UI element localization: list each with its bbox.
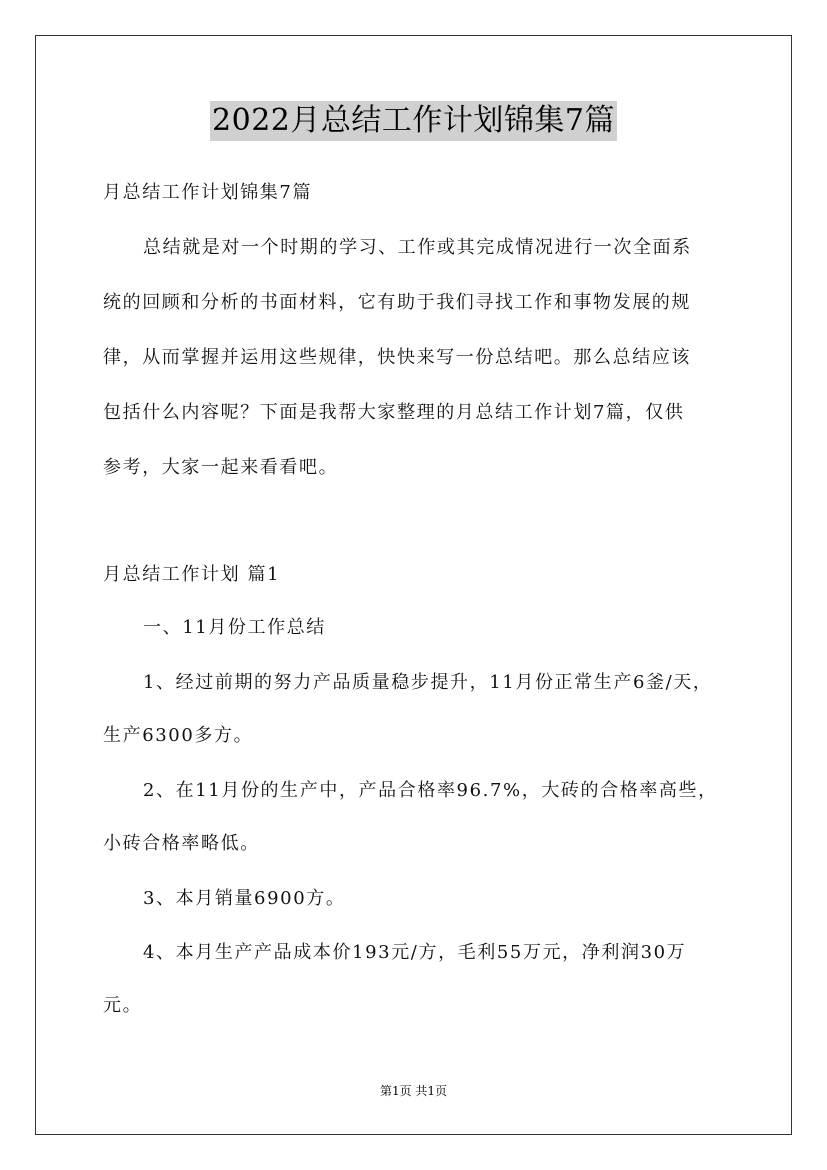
page-footer: 第1页 共1页 [379,1084,448,1098]
intro-line-1: 总结就是对一个时期的学习、工作或其完成情况进行一次全面系 [143,237,692,258]
intro-line-4: 包括什么内容呢？下面是我帮大家整理的月总结工作计划7篇，仅供 [103,402,685,423]
intro-line-5: 参考，大家一起来看看吧。 [103,457,339,478]
item-1-line-1: 1、经过前期的努力产品质量稳步提升，11月份正常生产6釜/天， [143,672,713,693]
item-2-line-1: 2、在11月份的生产中，产品合格率96.7%，大砖的合格率高些， [143,780,718,801]
document-title: 2022月总结工作计划锦集7篇 [210,101,617,141]
item-4-line-1: 4、本月生产产品成本价193元/方，毛利55万元，净利润30万 [143,942,687,963]
section-subheading: 一、11月份工作总结 [143,617,326,638]
item-4-line-2: 元。 [103,995,143,1016]
intro-line-2: 统的回顾和分析的书面材料，它有助于我们寻找工作和事物发展的规 [103,292,691,313]
item-3-line-1: 3、本月销量6900方。 [143,888,346,909]
item-2-line-2: 小砖合格率略低。 [103,833,260,854]
section-heading: 月总结工作计划 篇1 [103,564,281,585]
title-wrap [0,101,827,141]
document-subtitle: 月总结工作计划锦集7篇 [103,182,313,203]
item-1-line-2: 生产6300多方。 [103,725,254,746]
intro-line-3: 律，从而掌握并运用这些规律，快快来写一份总结吧。那么总结应该 [103,347,691,368]
